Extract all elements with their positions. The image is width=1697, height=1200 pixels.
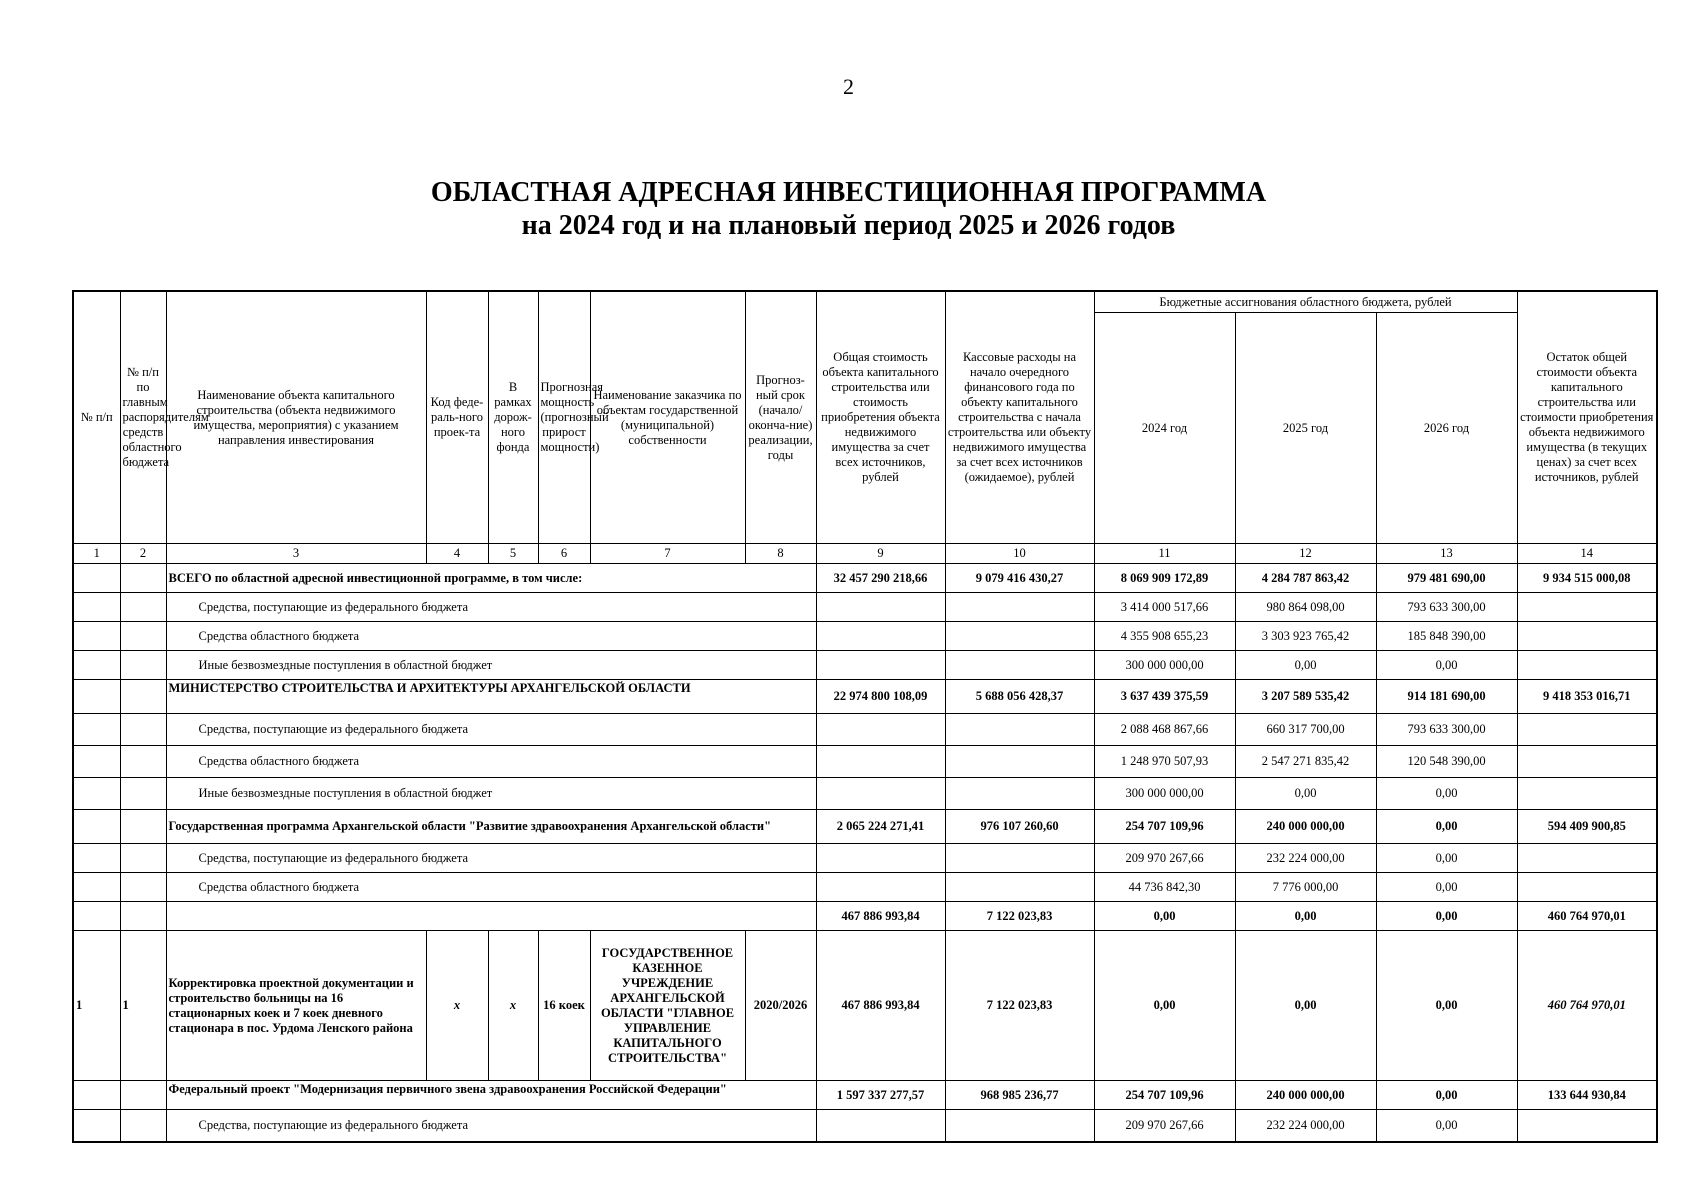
row-name: ВСЕГО по областной адресной инвестиционной программе, в том числе: (166, 564, 816, 593)
cell-c12: 660 317 700,00 (1235, 714, 1376, 746)
cell-c12: 0,00 (1235, 778, 1376, 810)
table-row (73, 1110, 1657, 1143)
colnum: 11 (1094, 544, 1235, 564)
cell-c13: 0,00 (1376, 778, 1517, 810)
table-row-subtotal (73, 902, 1657, 931)
cell-c12: 2 547 271 835,42 (1235, 746, 1376, 778)
header-c2: № п/п по главным распорядителям средств областного бюджета (120, 291, 166, 544)
table-row (73, 593, 1657, 622)
cell-c11: 2 088 468 867,66 (1094, 714, 1235, 746)
cell-c12: 232 224 000,00 (1235, 1110, 1376, 1143)
cell-c12: 240 000 000,00 (1235, 810, 1376, 844)
colnum: 14 (1517, 544, 1657, 564)
header-budget-group: Бюджетные ассигнования областного бюджета, рублей (1094, 291, 1517, 313)
row-name: Средства областного бюджета (166, 622, 816, 651)
colnum: 6 (538, 544, 590, 564)
row-name: Средства, поступающие из федерального бюджета (166, 714, 816, 746)
header-c5: В рамках дорож-ного фонда (488, 291, 538, 544)
cell-c12: 3 207 589 535,42 (1235, 680, 1376, 714)
cell-c13: 0,00 (1376, 810, 1517, 844)
cell-c11: 254 707 109,96 (1094, 810, 1235, 844)
cell-c9: 467 886 993,84 (816, 902, 945, 931)
colnum: 5 (488, 544, 538, 564)
colnum: 9 (816, 544, 945, 564)
cell-c14: 9 418 353 016,71 (1517, 680, 1657, 714)
row-name: Иные безвозмездные поступления в областной бюджет (166, 651, 816, 680)
colnum: 10 (945, 544, 1094, 564)
colnum: 8 (745, 544, 816, 564)
cell-c11: 3 414 000 517,66 (1094, 593, 1235, 622)
cell-c2: 1 (120, 931, 166, 1081)
cell-c12: 4 284 787 863,42 (1235, 564, 1376, 593)
cell-c14: 460 764 970,01 (1517, 931, 1657, 1081)
row-name: Федеральный проект "Модернизация первичного звена здравоохранения Российской Федерации" (166, 1081, 816, 1110)
cell-c9: 467 886 993,84 (816, 931, 945, 1081)
cell-c1: 1 (73, 931, 120, 1081)
cell-c11: 8 069 909 172,89 (1094, 564, 1235, 593)
row-name: Средства областного бюджета (166, 746, 816, 778)
table-row-total (73, 564, 1657, 593)
cell-c10: 7 122 023,83 (945, 931, 1094, 1081)
cell-c10: 5 688 056 428,37 (945, 680, 1094, 714)
row-name: Иные безвозмездные поступления в областной бюджет (166, 778, 816, 810)
cell-c11: 254 707 109,96 (1094, 1081, 1235, 1110)
cell-c13: 0,00 (1376, 1081, 1517, 1110)
cell-c12: 0,00 (1235, 902, 1376, 931)
cell-c9: 2 065 224 271,41 (816, 810, 945, 844)
title-line-1: ОБЛАСТНАЯ АДРЕСНАЯ ИНВЕСТИЦИОННАЯ ПРОГРАММА (430, 177, 1267, 208)
project-name: Корректировка проектной документации и строительство больницы на 16 стационарных коек и 7 коек дневного стационара в пос. Урдома Ленского района (166, 931, 426, 1081)
cell-c11: 209 970 267,66 (1094, 844, 1235, 873)
document-title (0, 176, 1697, 242)
cell-c9: 32 457 290 218,66 (816, 564, 945, 593)
row-name: МИНИСТЕРСТВО СТРОИТЕЛЬСТВА И АРХИТЕКТУРЫ АРХАНГЕЛЬСКОЙ ОБЛАСТИ (166, 680, 816, 714)
table-row (73, 714, 1657, 746)
cell-c12: 240 000 000,00 (1235, 1081, 1376, 1110)
cell-c10: 7 122 023,83 (945, 902, 1094, 931)
cell-c14: 9 934 515 000,08 (1517, 564, 1657, 593)
customer-name: ГОСУДАРСТВЕННОЕ КАЗЕННОЕ УЧРЕЖДЕНИЕ АРХАНГЕЛЬСКОЙ ОБЛАСТИ "ГЛАВНОЕ УПРАВЛЕНИЕ КАПИТАЛЬНОГО СТРОИТЕЛЬСТВА" (590, 931, 745, 1081)
table-row (73, 622, 1657, 651)
table-row-federal-project (73, 1081, 1657, 1110)
table-row-program (73, 810, 1657, 844)
row-name: Государственная программа Архангельской области "Развитие здравоохранения Архангельской области" (166, 810, 816, 844)
cell-c9: 22 974 800 108,09 (816, 680, 945, 714)
colnum: 1 (73, 544, 120, 564)
cell-c10: 9 079 416 430,27 (945, 564, 1094, 593)
header-c12: 2025 год (1235, 313, 1376, 544)
column-number-row (73, 544, 1657, 564)
cell-c5: x (488, 931, 538, 1081)
cell-c8: 2020/2026 (745, 931, 816, 1081)
cell-c12: 232 224 000,00 (1235, 844, 1376, 873)
header-c3: Наименование объекта капитального строительства (объекта недвижимого имущества, мероприятия) с указанием направления инвестирования (166, 291, 426, 544)
row-name: Средства, поступающие из федерального бюджета (166, 593, 816, 622)
cell-c9: 1 597 337 277,57 (816, 1081, 945, 1110)
cell-c6: 16 коек (538, 931, 590, 1081)
colnum: 4 (426, 544, 488, 564)
colnum: 2 (120, 544, 166, 564)
row-name: Средства областного бюджета (166, 873, 816, 902)
cell-c11: 4 355 908 655,23 (1094, 622, 1235, 651)
cell-c10: 968 985 236,77 (945, 1081, 1094, 1110)
colnum: 13 (1376, 544, 1517, 564)
cell-c13: 0,00 (1376, 873, 1517, 902)
cell-c13: 793 633 300,00 (1376, 714, 1517, 746)
table-row (73, 873, 1657, 902)
cell-c12: 0,00 (1235, 651, 1376, 680)
header-c10: Кассовые расходы на начало очередного финансового года по объекту капитального строительства с начала строительства или объекту недвижимого имущества за счет всех источников (ожидаемое), рублей (945, 291, 1094, 544)
cell-c12: 3 303 923 765,42 (1235, 622, 1376, 651)
row-name: Средства, поступающие из федерального бюджета (166, 1110, 816, 1143)
header-c4: Код феде-раль-ного проек-та (426, 291, 488, 544)
cell-c13: 979 481 690,00 (1376, 564, 1517, 593)
cell-c13: 0,00 (1376, 931, 1517, 1081)
header-c9: Общая стоимость объекта капитального строительства или стоимость приобретения объекта недвижимого имущества за счет всех источников, рублей (816, 291, 945, 544)
cell-c13: 120 548 390,00 (1376, 746, 1517, 778)
cell-c14: 460 764 970,01 (1517, 902, 1657, 931)
header-row-group (73, 291, 1657, 313)
investment-program-table (72, 290, 1658, 1143)
cell-c11: 0,00 (1094, 902, 1235, 931)
header-c11: 2024 год (1094, 313, 1235, 544)
table-row (73, 651, 1657, 680)
table-row (73, 746, 1657, 778)
cell-c11: 44 736 842,30 (1094, 873, 1235, 902)
cell-c13: 0,00 (1376, 1110, 1517, 1143)
cell-c11: 3 637 439 375,59 (1094, 680, 1235, 714)
cell-c14: 133 644 930,84 (1517, 1081, 1657, 1110)
table-row (73, 844, 1657, 873)
page-number: 2 (843, 74, 854, 99)
colnum: 3 (166, 544, 426, 564)
cell-c12: 0,00 (1235, 931, 1376, 1081)
header-c1: № п/п (73, 291, 120, 544)
cell-c13: 793 633 300,00 (1376, 593, 1517, 622)
cell-c11: 1 248 970 507,93 (1094, 746, 1235, 778)
cell-c11: 300 000 000,00 (1094, 651, 1235, 680)
table-row (73, 778, 1657, 810)
header-c6: Прогнозная мощность (прогнозный прирост мощности) (538, 291, 590, 544)
cell-c13: 914 181 690,00 (1376, 680, 1517, 714)
cell-c13: 185 848 390,00 (1376, 622, 1517, 651)
title-line-2: на 2024 год и на плановый период 2025 и 2026 годов (521, 210, 1176, 241)
cell-c13: 0,00 (1376, 844, 1517, 873)
cell-c14: 594 409 900,85 (1517, 810, 1657, 844)
cell-c10: 976 107 260,60 (945, 810, 1094, 844)
colnum: 7 (590, 544, 745, 564)
header-c7: Наименование заказчика по объектам государственной (муниципальной) собственности (590, 291, 745, 544)
header-c13: 2026 год (1376, 313, 1517, 544)
cell-c11: 0,00 (1094, 931, 1235, 1081)
cell-c4: x (426, 931, 488, 1081)
cell-c13: 0,00 (1376, 651, 1517, 680)
table-row-ministry (73, 680, 1657, 714)
cell-c11: 300 000 000,00 (1094, 778, 1235, 810)
header-c8: Прогноз-ный срок (начало/ оконча-ние) реализации, годы (745, 291, 816, 544)
colnum: 12 (1235, 544, 1376, 564)
cell-c11: 209 970 267,66 (1094, 1110, 1235, 1143)
table-row-project (73, 931, 1657, 1081)
header-c14: Остаток общей стоимости объекта капитального строительства или стоимости приобретения объекта недвижимого имущества (в текущих ценах) за счет всех источников, рублей (1517, 291, 1657, 544)
row-name: Средства, поступающие из федерального бюджета (166, 844, 816, 873)
cell-c12: 7 776 000,00 (1235, 873, 1376, 902)
cell-c12: 980 864 098,00 (1235, 593, 1376, 622)
cell-c13: 0,00 (1376, 902, 1517, 931)
